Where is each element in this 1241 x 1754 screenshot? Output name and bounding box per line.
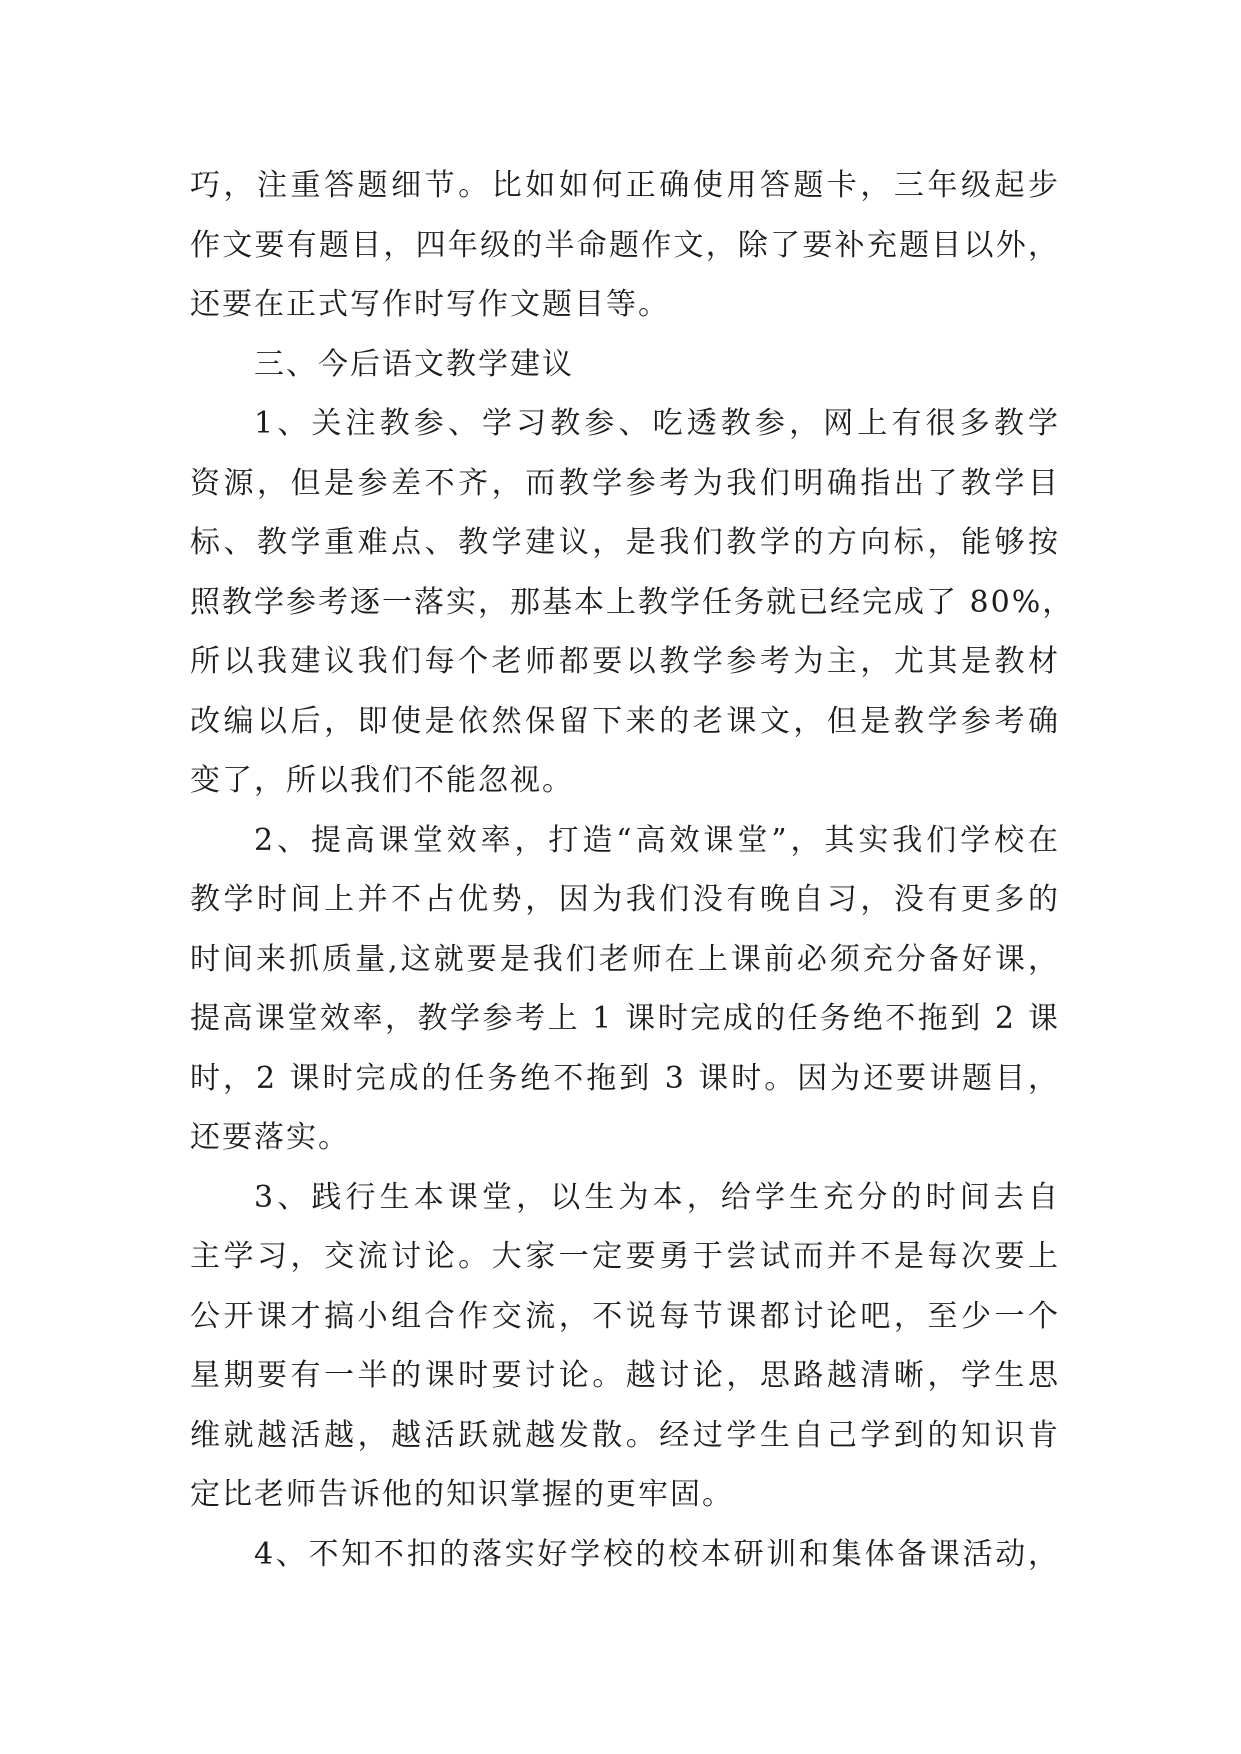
section-heading: 三、今后语文教学建议 <box>254 346 574 382</box>
text-line: 时，2 课时完成的任务绝不拖到 3 课时。因为还要讲题目， <box>190 1060 1060 1096</box>
text-line: 2、提高课堂效率，打造“高效课堂”，其实我们学校在 <box>254 822 1060 858</box>
text-line: 还要在正式写作时写作文题目等。 <box>190 287 670 322</box>
text-line: 资源，但是参差不齐，而教学参考为我们明确指出了教学目 <box>190 465 1060 501</box>
text-line: 还要落实。 <box>190 1120 350 1155</box>
text-line: 4、不知不扣的落实好学校的校本研训和集体备课活动， <box>254 1536 1060 1572</box>
text-line: 作文要有题目，四年级的半命题作文，除了要补充题目以外， <box>190 227 1060 263</box>
text-line: 巧，注重答题细节。比如如何正确使用答题卡，三年级起步 <box>190 168 1060 203</box>
text-line: 公开课才搞小组合作交流，不说每节课都讨论吧，至少一个 <box>190 1298 1060 1334</box>
text-line: 变了，所以我们不能忽视。 <box>190 763 574 798</box>
text-line: 改编以后，即使是依然保留下来的老课文，但是教学参考确 <box>190 703 1060 739</box>
text-line: 所以我建议我们每个老师都要以教学参考为主，尤其是教材 <box>190 644 1060 679</box>
text-line: 教学时间上并不占优势，因为我们没有晚自习，没有更多的 <box>190 882 1060 917</box>
text-line: 星期要有一半的课时要讨论。越讨论，思路越清晰，学生思 <box>190 1358 1060 1393</box>
text-line: 标、教学重难点、教学建议，是我们教学的方向标，能够按 <box>190 525 1060 560</box>
document-body <box>190 156 1075 1584</box>
text-line: 3、践行生本课堂，以生为本，给学生充分的时间去自 <box>254 1179 1060 1215</box>
text-line: 定比老师告诉他的知识掌握的更牢固。 <box>190 1477 734 1512</box>
text-line: 1、关注教参、学习教参、吃透教参，网上有很多教学 <box>254 406 1060 441</box>
text-line: 维就越活越，越活跃就越发散。经过学生自己学到的知识肯 <box>190 1417 1060 1453</box>
text-line: 时间来抓质量,这就要是我们老师在上课前必须充分备好课， <box>190 941 1060 977</box>
text-line: 照教学参考逐一落实，那基本上教学任务就已经完成了 80%， <box>190 584 1075 620</box>
text-line: 主学习，交流讨论。大家一定要勇于尝试而并不是每次要上 <box>190 1239 1060 1274</box>
text-line: 提高课堂效率，教学参考上 1 课时完成的任务绝不拖到 2 课 <box>190 1001 1060 1036</box>
